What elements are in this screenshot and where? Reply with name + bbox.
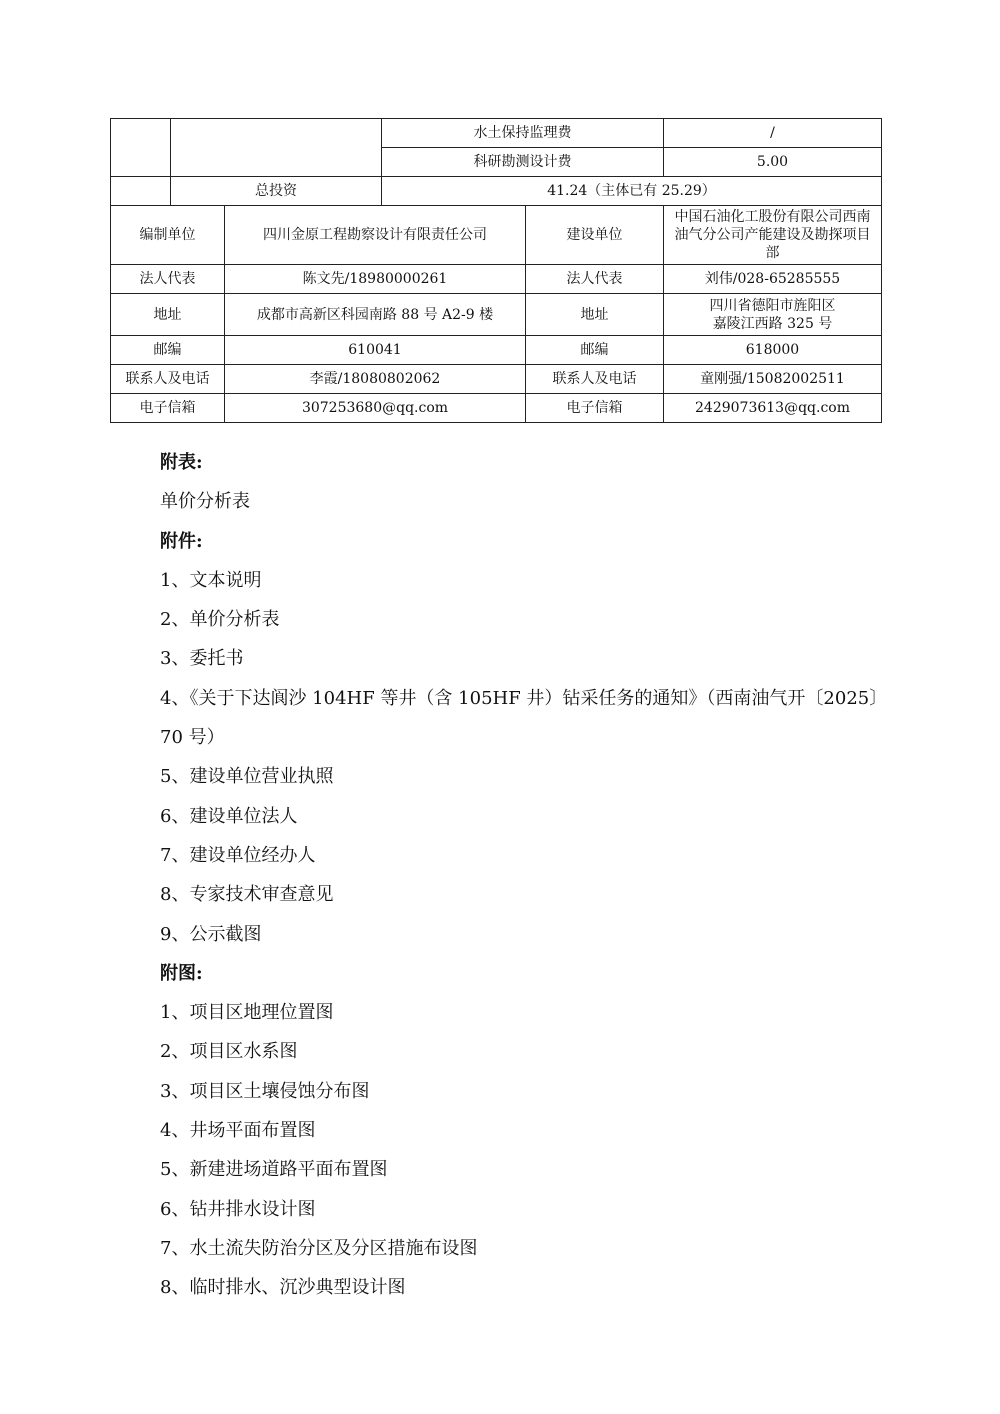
figures-heading: 附图: xyxy=(160,962,203,984)
cell-label: 邮编 xyxy=(526,336,664,365)
cell-value: 四川金原工程勘察设计有限责任公司 xyxy=(225,206,526,265)
list-item: 7、建设单位经办人 xyxy=(160,844,316,866)
list-item: 单价分析表 xyxy=(160,491,250,513)
list-item: 5、建设单位营业执照 xyxy=(160,766,334,788)
address-line: 四川省德阳市旌阳区 xyxy=(709,297,836,314)
project-info-table xyxy=(110,118,882,423)
cell-label: 电子信箱 xyxy=(526,394,664,423)
list-item: 7、水土流失防治分区及分区措施布设图 xyxy=(160,1237,478,1259)
list-item: 1、项目区地理位置图 xyxy=(160,1002,334,1024)
blank-cell xyxy=(111,119,171,177)
list-item: 6、建设单位法人 xyxy=(160,805,298,827)
list-item: 2、项目区水系图 xyxy=(160,1041,298,1063)
cell-value: 成都市高新区科园南路 88 号 A2-9 楼 xyxy=(225,294,526,336)
cell-value: 陈文先/18980000261 xyxy=(225,265,526,294)
address-line: 嘉陵江西路 325 号 xyxy=(712,315,833,332)
list-item: 3、项目区土壤侵蚀分布图 xyxy=(160,1080,370,1102)
cell-label: 总投资 xyxy=(171,177,382,206)
cell-value: 5.00 xyxy=(664,148,882,177)
cell-value: 610041 xyxy=(225,336,526,365)
cell-value: 2429073613@qq.com xyxy=(664,394,882,423)
list-item: 2、单价分析表 xyxy=(160,609,280,631)
cell-label: 电子信箱 xyxy=(111,394,225,423)
cell-label: 联系人及电话 xyxy=(526,365,664,394)
cell-value: 41.24（主体已有 25.29） xyxy=(382,177,882,206)
cell-value: 中国石油化工股份有限公司西南油气分公司产能建设及勘探项目部 xyxy=(664,206,882,265)
list-item: 4、《关于下达阆沙 104HF 等井（含 105HF 井）钻采任务的通知》（西南油气开〔2025〕 xyxy=(160,687,888,709)
cell-label: 科研勘测设计费 xyxy=(382,148,664,177)
blank-cell xyxy=(111,177,171,206)
cell-value: 李霞/18080802062 xyxy=(225,365,526,394)
blank-cell xyxy=(171,119,382,177)
list-item: 1、文本说明 xyxy=(160,569,262,591)
list-item: 9、公示截图 xyxy=(160,923,262,945)
cell-value: 刘伟/028-65285555 xyxy=(664,265,882,294)
cell-label: 联系人及电话 xyxy=(111,365,225,394)
cell-value: 618000 xyxy=(664,336,882,365)
cell-value: 307253680@qq.com xyxy=(225,394,526,423)
appendix-lists xyxy=(160,443,887,1308)
cell-value xyxy=(664,294,882,336)
cell-label: 地址 xyxy=(526,294,664,336)
appendix-tables-heading: 附表: xyxy=(160,452,203,473)
list-item: 70 号） xyxy=(160,727,225,749)
list-item: 8、临时排水、沉沙典型设计图 xyxy=(160,1277,406,1299)
list-item: 8、专家技术审查意见 xyxy=(160,884,334,906)
list-item: 4、井场平面布置图 xyxy=(160,1120,316,1142)
cell-label: 地址 xyxy=(111,294,225,336)
list-item: 6、钻井排水设计图 xyxy=(160,1198,316,1220)
list-item: 5、新建进场道路平面布置图 xyxy=(160,1159,388,1181)
cell-label: 水土保持监理费 xyxy=(382,119,664,148)
cell-label: 编制单位 xyxy=(111,206,225,265)
cell-value: 童刚强/15082002511 xyxy=(664,365,882,394)
cell-value: / xyxy=(664,119,882,148)
cell-label: 法人代表 xyxy=(526,265,664,294)
cell-label: 邮编 xyxy=(111,336,225,365)
list-item: 3、委托书 xyxy=(160,648,244,670)
cell-label: 法人代表 xyxy=(111,265,225,294)
attachments-heading: 附件: xyxy=(160,530,203,552)
cell-label: 建设单位 xyxy=(526,206,664,265)
